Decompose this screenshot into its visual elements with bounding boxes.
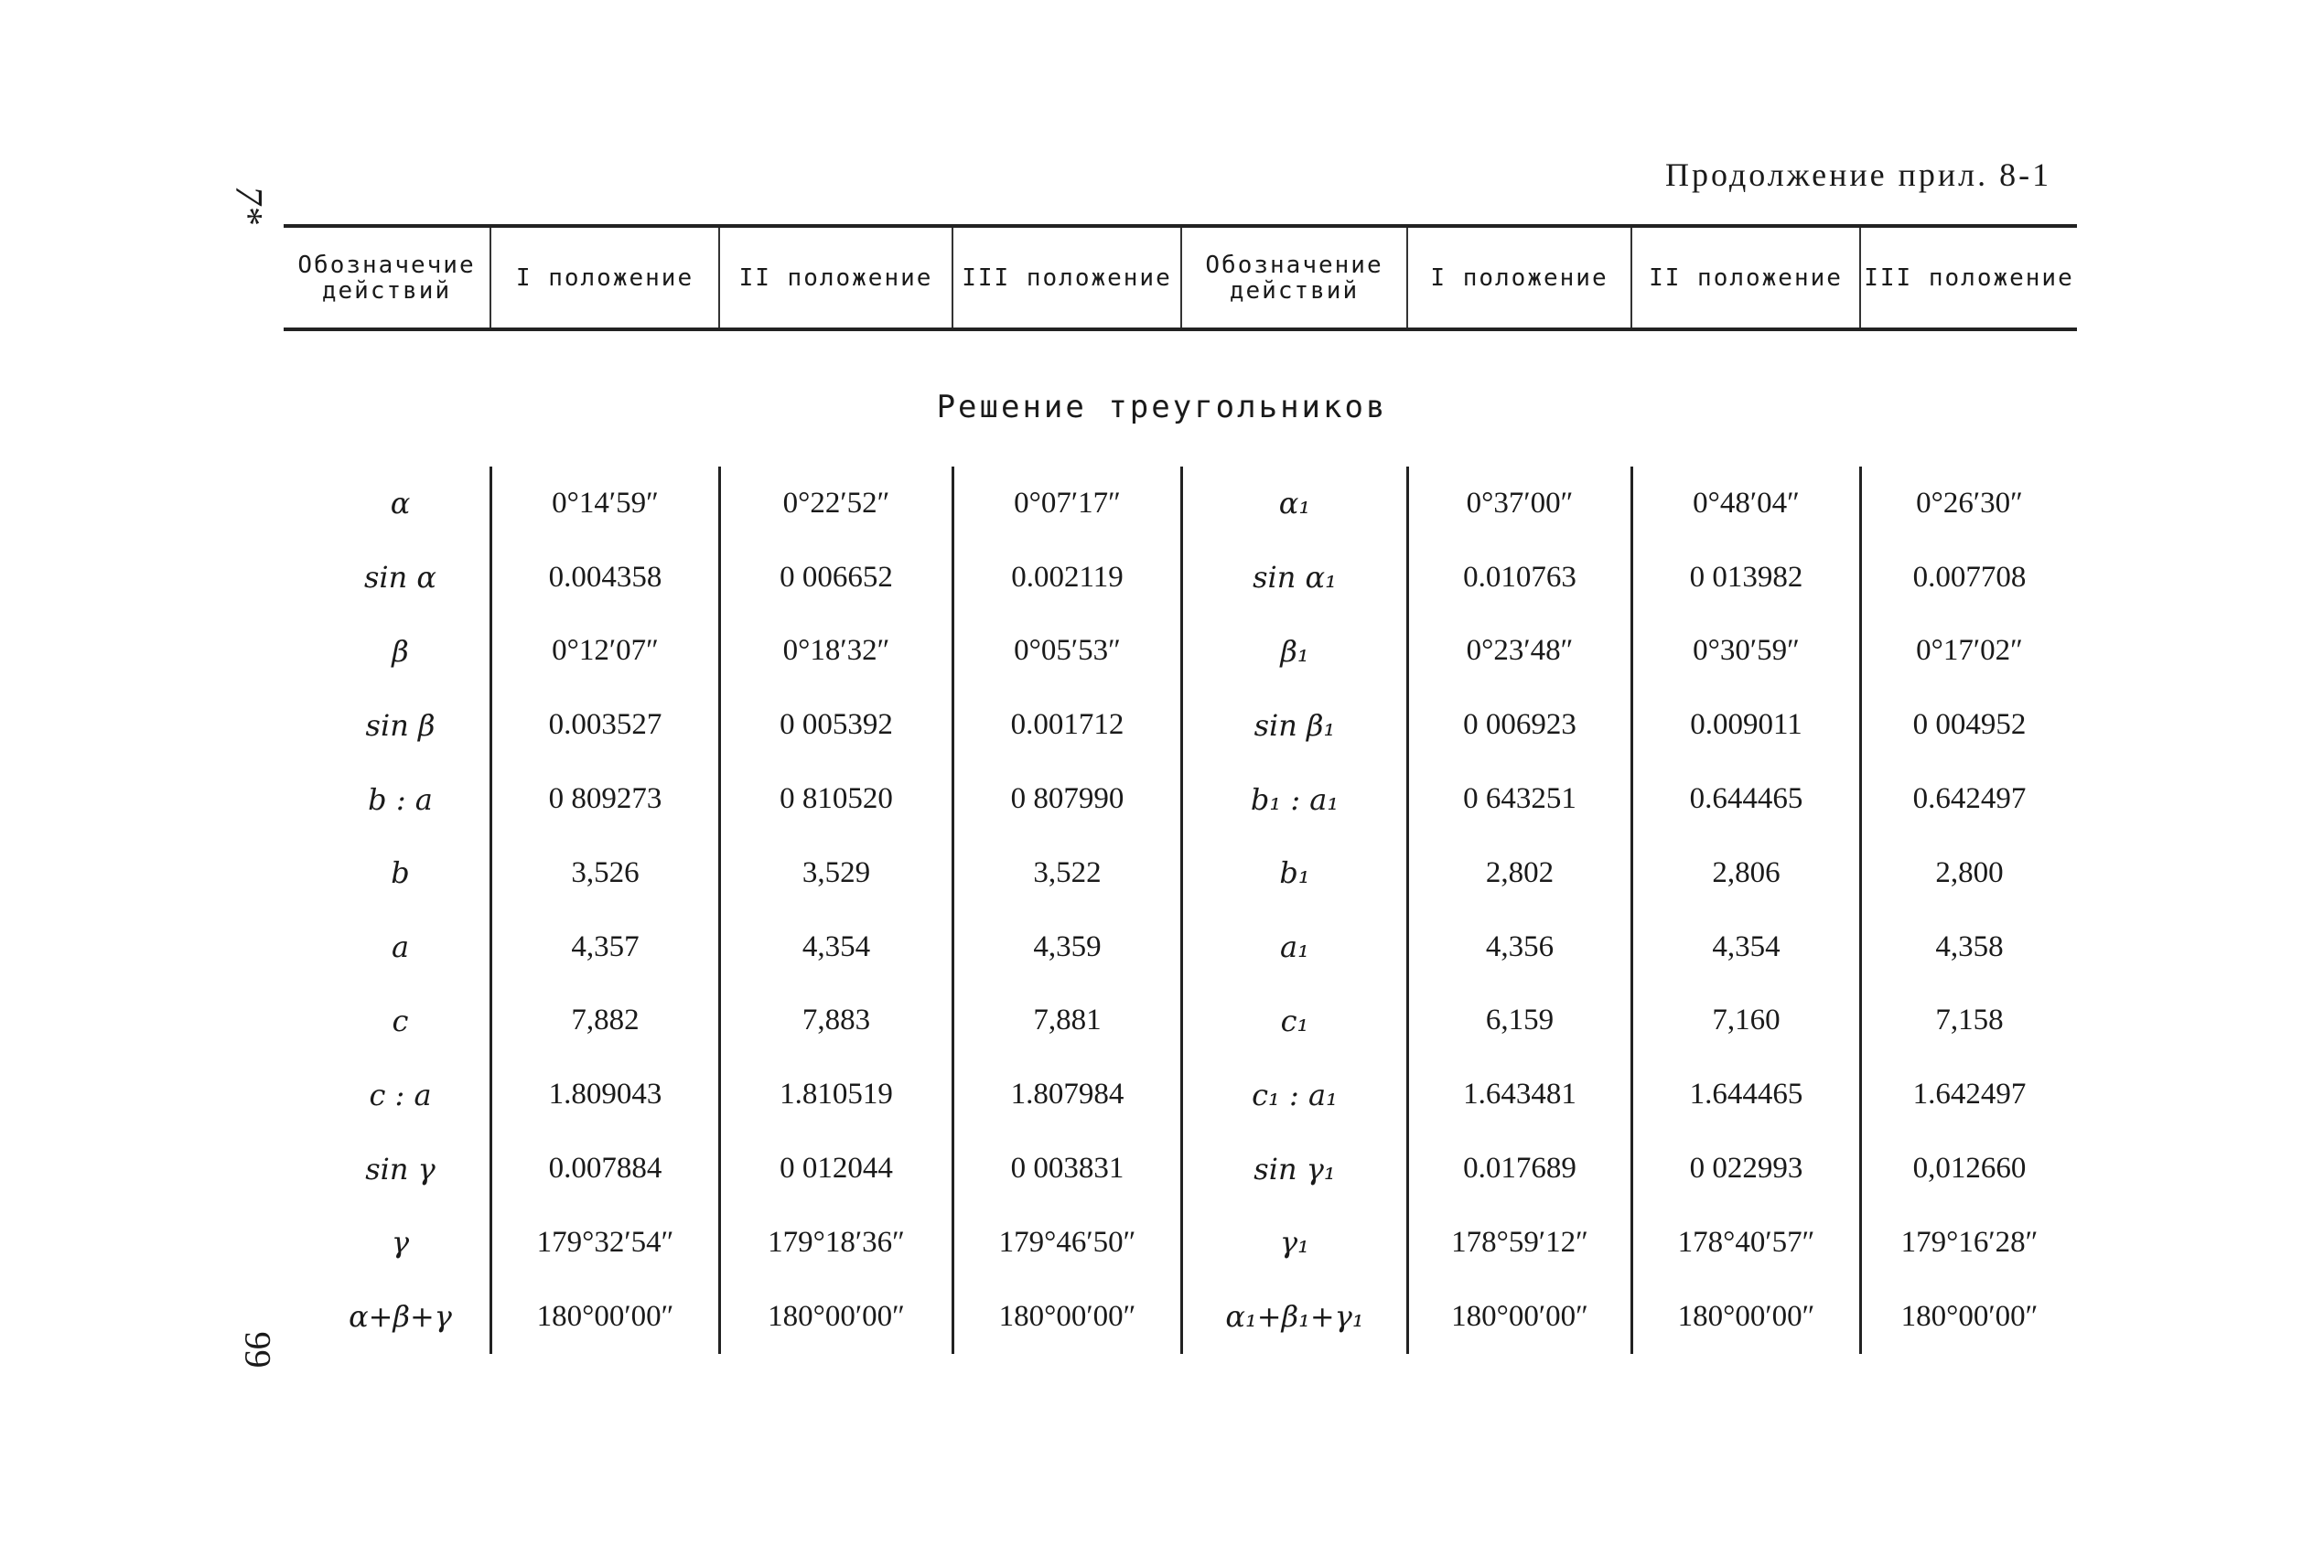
header-cell: I положение bbox=[1406, 228, 1630, 328]
value-cell: 0°12′07″ bbox=[490, 615, 718, 689]
value-cell: 0.007708 bbox=[1859, 541, 2077, 615]
action-symbol-cell: α bbox=[390, 486, 411, 521]
value-cell: 0°23′48″ bbox=[1406, 615, 1630, 689]
value-cell: 7,158 bbox=[1859, 984, 2077, 1058]
value-cell: 0.642497 bbox=[1859, 762, 2077, 836]
action-symbol-cell: c₁ : a₁ bbox=[1180, 1058, 1406, 1132]
value-cell: 6,159 bbox=[1406, 984, 1630, 1058]
value-cell: 0°07′17″ bbox=[952, 467, 1180, 541]
value-cell: 0 003831 bbox=[952, 1132, 1180, 1206]
action-symbol-cell: sin α bbox=[363, 560, 437, 596]
action-symbol-cell: sin γ bbox=[365, 1151, 436, 1187]
table-header bbox=[284, 224, 2077, 331]
value-cell: 2,806 bbox=[1630, 836, 1859, 910]
action-symbol-cell: b₁ : a₁ bbox=[1180, 762, 1406, 836]
action-symbol-cell: sin γ₁ bbox=[1180, 1132, 1406, 1206]
value-cell: 3,526 bbox=[490, 836, 718, 910]
value-cell: 179°16′28″ bbox=[1859, 1206, 2077, 1280]
value-cell: 180°00′00″ bbox=[952, 1280, 1180, 1354]
value-cell: 4,357 bbox=[490, 910, 718, 984]
value-cell: 4,354 bbox=[1630, 910, 1859, 984]
value-cell: 0.017689 bbox=[1406, 1132, 1630, 1206]
value-cell: 0°22′52″ bbox=[718, 467, 952, 541]
header-cell: III положение bbox=[1859, 228, 2077, 328]
action-symbol-cell: γ₁ bbox=[1180, 1206, 1406, 1280]
value-cell: 1.810519 bbox=[718, 1058, 952, 1132]
value-cell: 4,356 bbox=[1406, 910, 1630, 984]
value-cell: 0°30′59″ bbox=[1630, 615, 1859, 689]
value-cell: 1.644465 bbox=[1630, 1058, 1859, 1132]
value-cell: 7,881 bbox=[952, 984, 1180, 1058]
value-cell: 7,882 bbox=[490, 984, 718, 1058]
value-cell: 1.643481 bbox=[1406, 1058, 1630, 1132]
value-cell: 0 006652 bbox=[718, 541, 952, 615]
value-cell: 0°05′53″ bbox=[952, 615, 1180, 689]
value-cell: 4,358 bbox=[1859, 910, 2077, 984]
value-cell: 7,883 bbox=[718, 984, 952, 1058]
value-cell: 4,359 bbox=[952, 910, 1180, 984]
value-cell: 179°32′54″ bbox=[490, 1206, 718, 1280]
value-cell: 0°48′04″ bbox=[1630, 467, 1859, 541]
value-cell: 0.009011 bbox=[1630, 688, 1859, 762]
value-cell: 178°40′57″ bbox=[1630, 1206, 1859, 1280]
action-symbol-cell: b : a bbox=[368, 781, 433, 817]
action-symbol-cell: α+β+γ bbox=[349, 1299, 452, 1335]
value-cell: 2,802 bbox=[1406, 836, 1630, 910]
value-cell: 0 643251 bbox=[1406, 762, 1630, 836]
value-cell: 180°00′00″ bbox=[490, 1280, 718, 1354]
value-cell: 0,012660 bbox=[1859, 1132, 2077, 1206]
value-cell: 0.002119 bbox=[952, 541, 1180, 615]
action-symbol-cell: sin β bbox=[365, 707, 436, 743]
action-symbol-cell: α₁ bbox=[1180, 467, 1406, 541]
action-symbol-cell: b bbox=[391, 855, 410, 891]
action-symbol-cell: β₁ bbox=[1180, 615, 1406, 689]
value-cell: 0 006923 bbox=[1406, 688, 1630, 762]
value-cell: 0.010763 bbox=[1406, 541, 1630, 615]
action-symbol-cell: sin β₁ bbox=[1180, 688, 1406, 762]
value-cell: 0.644465 bbox=[1630, 762, 1859, 836]
header-cell: I положение bbox=[490, 228, 718, 328]
section-title: Решение треугольников bbox=[936, 389, 1388, 425]
value-cell: 180°00′00″ bbox=[1630, 1280, 1859, 1354]
value-cell: 0.001712 bbox=[952, 688, 1180, 762]
value-cell: 0.004358 bbox=[490, 541, 718, 615]
action-symbol-cell: c bbox=[392, 1003, 409, 1038]
value-cell: 0°14′59″ bbox=[490, 467, 718, 541]
value-cell: 180°00′00″ bbox=[1406, 1280, 1630, 1354]
action-symbol-cell: c : a bbox=[369, 1077, 432, 1112]
action-symbol-cell: β bbox=[392, 633, 409, 669]
header-cell: Обозначечие действий bbox=[297, 251, 476, 305]
value-cell: 3,522 bbox=[952, 836, 1180, 910]
value-cell: 0 807990 bbox=[952, 762, 1180, 836]
value-cell: 0 809273 bbox=[490, 762, 718, 836]
action-symbol-cell: c₁ bbox=[1180, 984, 1406, 1058]
value-cell: 0 810520 bbox=[718, 762, 952, 836]
value-cell: 2,800 bbox=[1859, 836, 2077, 910]
value-cell: 178°59′12″ bbox=[1406, 1206, 1630, 1280]
page-number: 99 bbox=[237, 1331, 279, 1369]
value-cell: 0 013982 bbox=[1630, 541, 1859, 615]
action-symbol-cell: α₁+β₁+γ₁ bbox=[1180, 1280, 1406, 1354]
value-cell: 0 005392 bbox=[718, 688, 952, 762]
value-cell: 3,529 bbox=[718, 836, 952, 910]
value-cell: 0°26′30″ bbox=[1859, 467, 2077, 541]
header-cell: III положение bbox=[952, 228, 1180, 328]
value-cell: 4,354 bbox=[718, 910, 952, 984]
value-cell: 1.807984 bbox=[952, 1058, 1180, 1132]
value-cell: 1.809043 bbox=[490, 1058, 718, 1132]
value-cell: 179°18′36″ bbox=[718, 1206, 952, 1280]
value-cell: 0°18′32″ bbox=[718, 615, 952, 689]
value-cell: 0 022993 bbox=[1630, 1132, 1859, 1206]
side-mark: 7* bbox=[227, 186, 269, 224]
value-cell: 0 012044 bbox=[718, 1132, 952, 1206]
value-cell: 0°17′02″ bbox=[1859, 615, 2077, 689]
value-cell: 7,160 bbox=[1630, 984, 1859, 1058]
action-symbol-cell: a bbox=[391, 929, 410, 965]
value-cell: 1.642497 bbox=[1859, 1058, 2077, 1132]
value-cell: 180°00′00″ bbox=[718, 1280, 952, 1354]
action-symbol-cell: sin α₁ bbox=[1180, 541, 1406, 615]
value-cell: 0 004952 bbox=[1859, 688, 2077, 762]
value-cell: 180°00′00″ bbox=[1859, 1280, 2077, 1354]
header-cell: Обозначение действий bbox=[1180, 228, 1406, 328]
header-cell: II положение bbox=[718, 228, 952, 328]
value-cell: 0°37′00″ bbox=[1406, 467, 1630, 541]
header-cell: II положение bbox=[1630, 228, 1859, 328]
action-symbol-cell: b₁ bbox=[1180, 836, 1406, 910]
continuation-label: Продолжение прил. 8-1 bbox=[1665, 156, 2052, 193]
data-table bbox=[311, 467, 2077, 1354]
action-symbol-cell: γ bbox=[391, 1225, 410, 1261]
value-cell: 0.003527 bbox=[490, 688, 718, 762]
action-symbol-cell: a₁ bbox=[1180, 910, 1406, 984]
value-cell: 179°46′50″ bbox=[952, 1206, 1180, 1280]
value-cell: 0.007884 bbox=[490, 1132, 718, 1206]
